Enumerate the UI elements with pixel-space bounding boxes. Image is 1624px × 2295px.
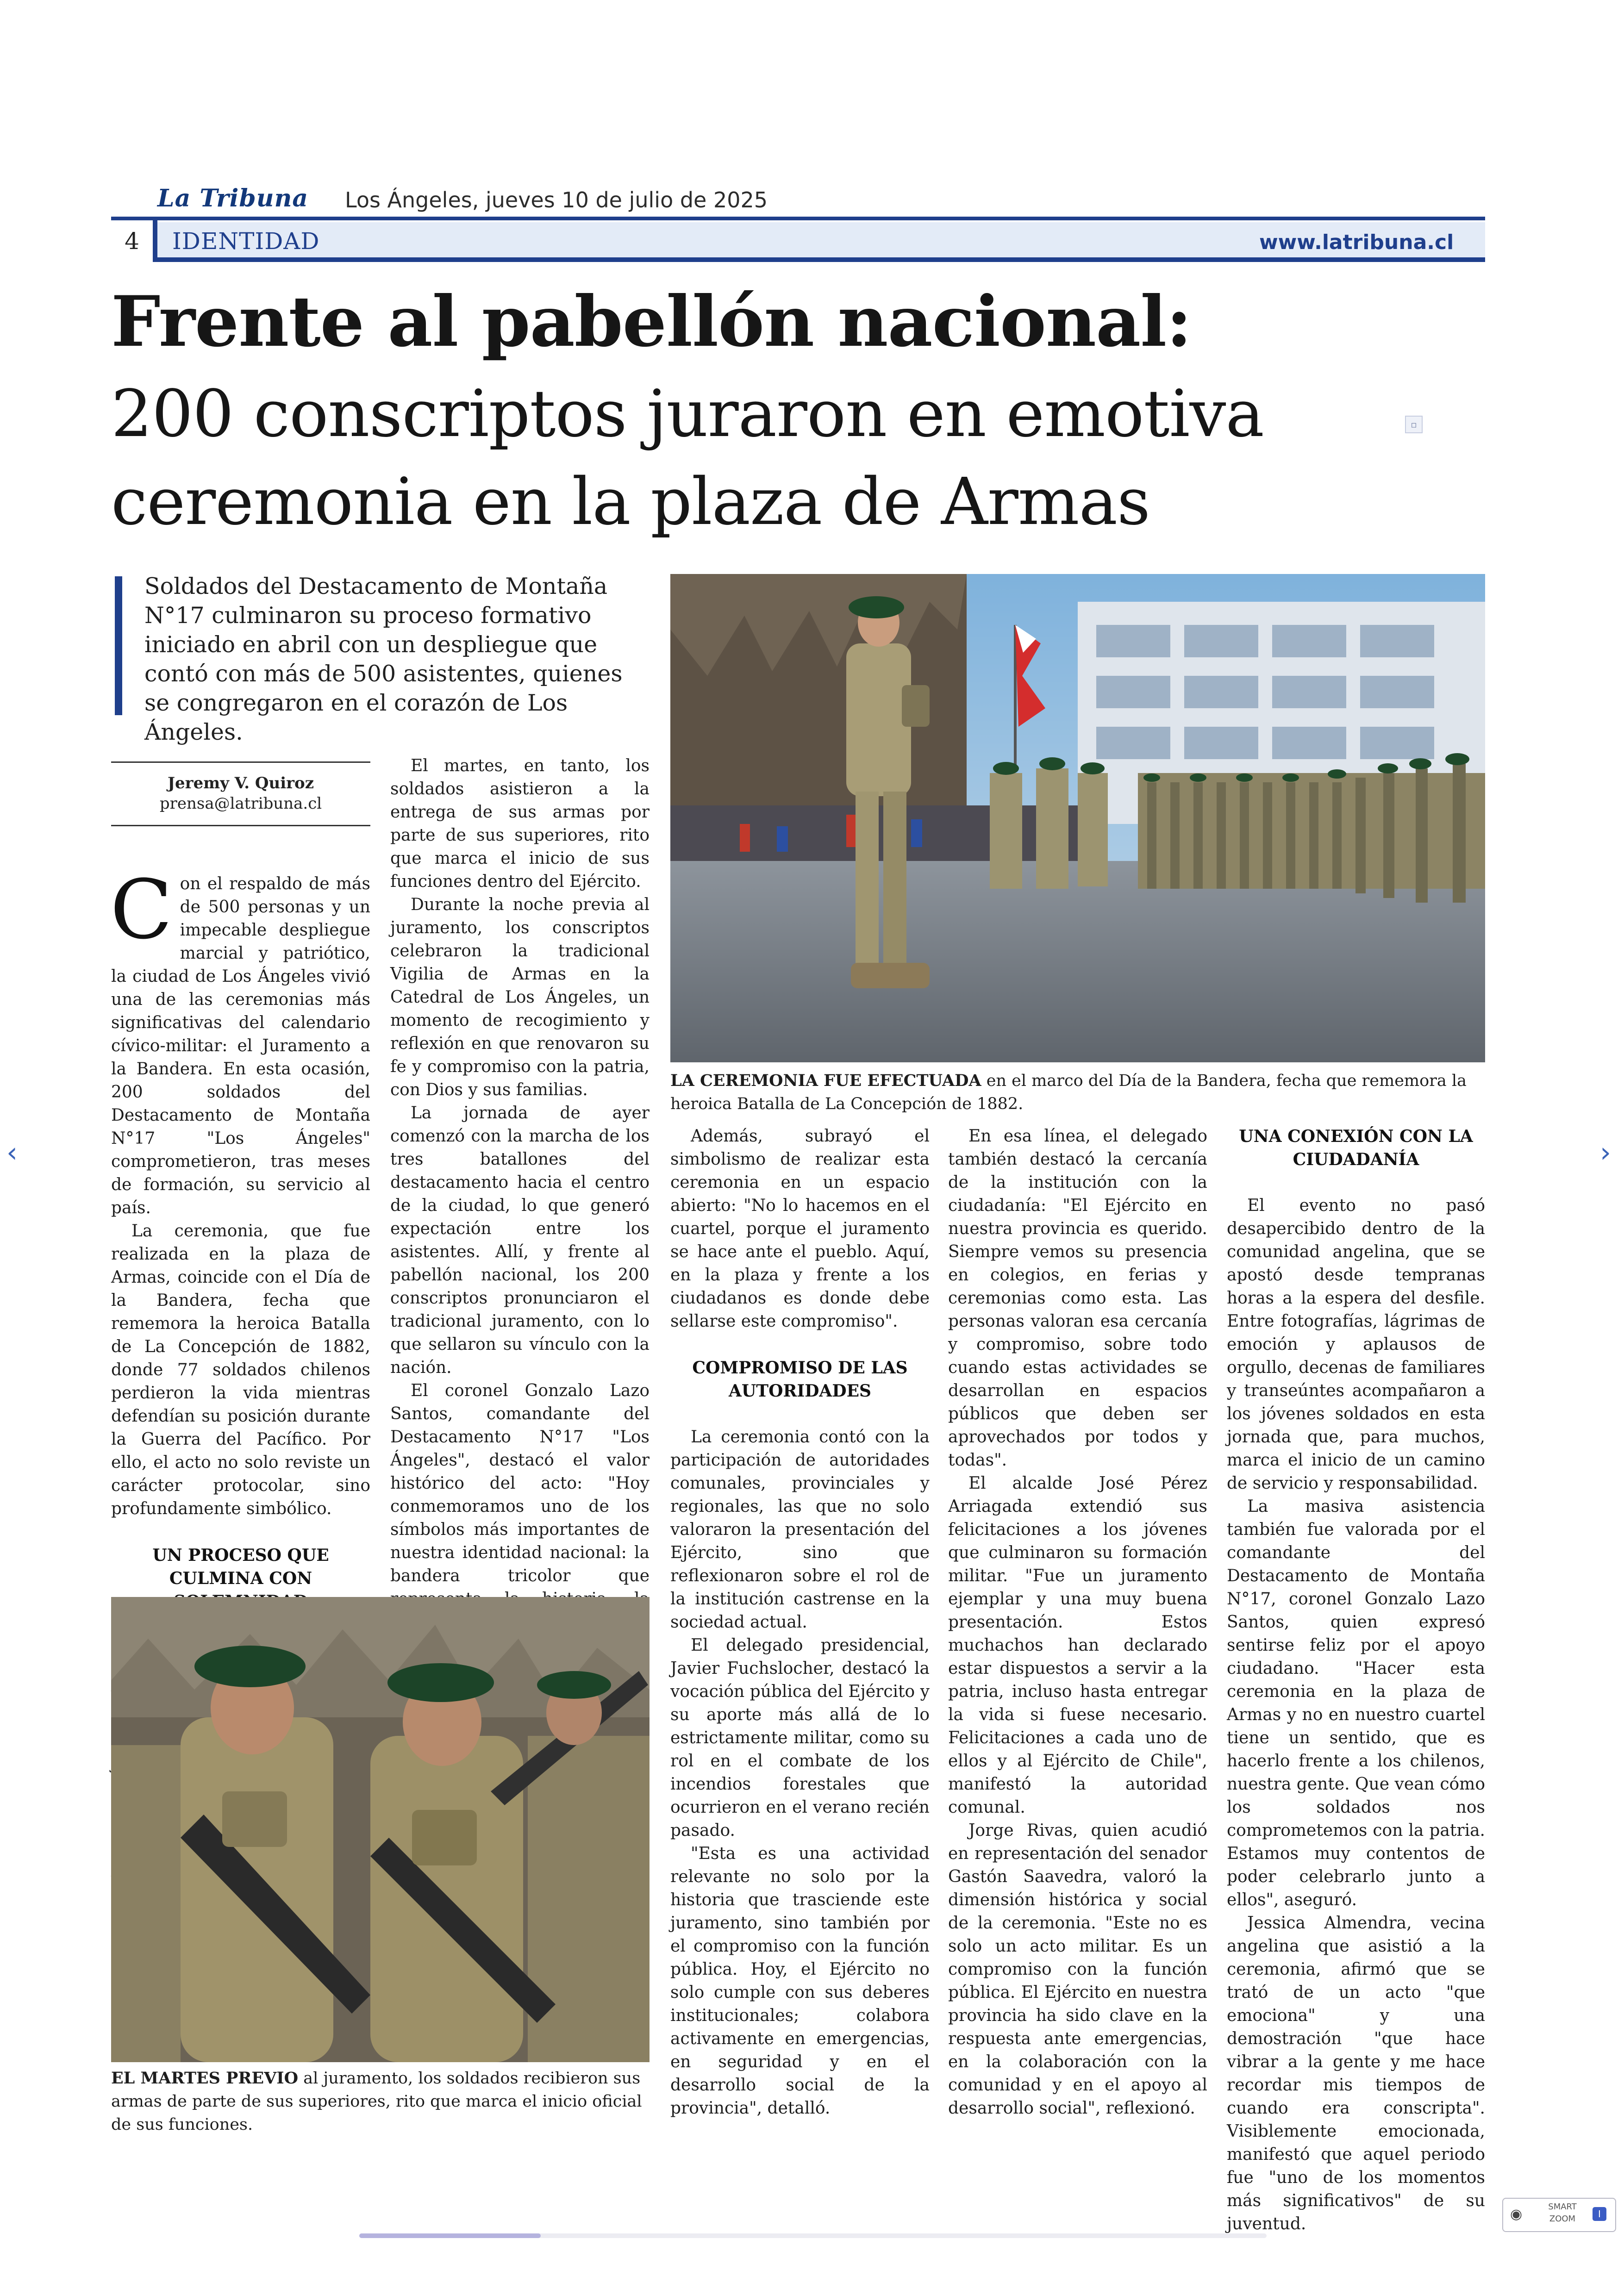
- body-paragraph-13: El alcalde José Pérez Arriagada extendió sus felicitaciones a los jóvenes que culminaron su formación militar. "Fue un juramento ejemplar y una muy buena presentación. Estos muchachos han declarado estar dispuestos a servir a la patria, incluso hasta entregar la vida si fuese necesario. Felicitaciones a cada uno de ellos y al Ejército de Chile", manifestó la autoridad comunal.: [948, 1474, 1207, 1817]
- subheading-proceso: UN PROCESO QUE CULMINA CON: [152, 1546, 329, 1588]
- body-paragraph-15: El evento no pasó desapercibido dentro de la comunidad angelina, que se apostó desde tempranas horas a la espera del desfile. Entre fotografías, lágrimas de emoción y aplausos de orgullo, decenas de familiares y transeúntes acompañaron a los jóvenes soldados en esta jornada que, para muchos, marca el inicio de un camino de servicio y responsabilidad.: [1227, 1196, 1485, 1493]
- article-deck: Soldados del Destacamento de Montaña N°17 culminaron su proceso formativo iniciado en abril con un despliegue que contó con más de 500 asistentes, quienes se congregaron en el corazón de Los Ángeles.: [144, 573, 623, 745]
- smart-zoom-toggle[interactable]: I: [1593, 2207, 1606, 2221]
- body-paragraph-7: El coronel Gonzalo Lazo Santos, comandante del Destacamento N°17 "Los Ángeles", destacó el valor histórico del acto: "Hoy conmemoramos uno de los símbolos más importantes de nuestra identidad nacional: la bandera tricolor que: [390, 1381, 650, 1585]
- image-marker-icon: ▫: [1405, 416, 1423, 433]
- chevron-left-icon[interactable]: ‹: [6, 1136, 18, 1169]
- deck-accent-bar: [115, 576, 122, 715]
- subheading-autoridades: COMPROMISO DE LAS AUTORIDADES: [692, 1358, 908, 1401]
- body-paragraph-9: La ceremonia contó con la participación de autoridades comunales, provinciales y regionales, las que no solo valoraron la presentación del Ejército, sino que reflexionaron sobre el rol de la institución castrense en la sociedad actual.: [670, 1428, 930, 1632]
- article-column-3: [670, 1125, 930, 2120]
- byline: [111, 773, 370, 814]
- header-rule: [111, 217, 1485, 220]
- body-paragraph-8: Además, subrayó el simbolismo de realizar esta ceremonia en un espacio abierto: "No lo hacemos en el cuartel, porque el juramento se hace ante el pueblo. Aquí, en la plaza y frente a los ciudadanos es donde debe sellarse este compromiso".: [670, 1127, 930, 1331]
- headline-line-2: 200 conscriptos juraron en emotiva ceremonia en la plaza de Armas: [111, 376, 1264, 540]
- body-paragraph-2: La ceremonia, que fue realizada en la plaza de Armas, coincide con el Día de la Bandera, fecha que rememora la heroica Batalla de La Concepción de 1882, donde 77 soldados chilenos perdieron la vida mientras defendían su posición durante la Guerra del Pacífico. Por ello, el acto no solo reviste un carácter protocolar, sino profundamente simbólico.: [111, 1222, 370, 1518]
- body-paragraph-6: La jornada de ayer comenzó con la marcha de los tres batallones del destacamento hacia el centro de la ciudad, lo que generó expectación entre los asistentes. Allí, y frente al pabellón nacional, los 200 conscriptos pronunciaron el tradicional juramento, con lo que sellaron su vínculo con la nación.: [390, 1104, 650, 1377]
- body-paragraph-5: Durante la noche previa al juramento, los conscriptos celebraron la tradicional Vigilia de Armas en la Catedral de Los Ángeles, un momento de recogimiento y reflexión en que renovaron su fe y compromiso con la patria, con Dios y sus familias.: [390, 895, 650, 1099]
- smart-zoom-label: SMART ZOOM: [1548, 2202, 1577, 2224]
- body-paragraph-14: Jorge Rivas, quien acudió en representación del senador Gastón Saavedra, valoró la dimensión histórica y social de la ceremonia. "Este no es solo un acto militar. Es un compromiso con la función pública. El Ejército en nuestra provincia ha sido clave en la respuesta ante emergencias, en la colaboración con la comunidad y en el apoyo al desarrollo social", reflexionó.: [948, 1821, 1207, 2118]
- section-label: IDENTIDAD: [172, 228, 320, 255]
- chevron-right-icon[interactable]: ›: [1600, 1136, 1611, 1169]
- headline-line-1: Frente al pabellón nacional:: [111, 281, 1192, 362]
- eye-icon: ◉: [1510, 2206, 1523, 2222]
- photo-soldiers-caption: EL MARTES PREVIO al juramento, los soldados recibieron sus armas de parte de sus superiores, rito que marca el inicio oficial de sus funciones.: [111, 2069, 642, 2134]
- byline-rule-bottom: [111, 825, 370, 826]
- body-paragraph-10: El delegado presidencial, Javier Fuchslocher, destacó la vocación pública del Ejército y su aporte más allá de lo estrictamente militar, como su rol en el combate de los incendios forestales que ocurrieron en el verano recién pasado.: [670, 1636, 930, 1840]
- byline-author: Jeremy V. Quiroz: [167, 774, 314, 792]
- byline-rule-top: [111, 761, 370, 763]
- photo-ceremony: [670, 574, 1485, 1062]
- byline-email: prensa@latribuna.cl: [159, 794, 322, 813]
- body-paragraph-11: "Esta es una actividad relevante no solo por la historia que trasciende este juramento, sino también por el compromiso con la función pública. Hoy, el Ejército no solo cumple con sus deberes institucionales; colabora activamente en emergencias, en seguridad y en el desarrollo social de la provincia", detalló.: [670, 1844, 930, 2118]
- body-paragraph-4: El martes, en tanto, los soldados asistieron a la entrega de sus armas por parte de sus superiores, rito que marca el inicio de sus funciones dentro del Ejército.: [390, 756, 650, 891]
- dateline: Los Ángeles, jueves 10 de julio de 2025: [345, 187, 768, 212]
- photo-soldiers-rifles: [111, 1597, 650, 2062]
- article-column-4: [948, 1125, 1207, 2120]
- masthead-logo: La Tribuna: [157, 184, 309, 212]
- site-url: www.latribuna.cl: [1259, 231, 1454, 254]
- photo-ceremony-caption: LA CEREMONIA FUE EFECTUADA en el marco del Día de la Bandera, fecha que rememora la heroica Batalla de La Concepción de 1882.: [670, 1071, 1467, 1113]
- body-paragraph-12: En esa línea, el delegado también destacó la cercanía de la institución con la ciudadanía: "El Ejército en nuestra provincia es querido. Siempre vemos su presencia en colegios, en ferias y ceremonias como esta. Las personas valoran esa cercanía y compromiso, sobre todo cuando estas actividades se desarrollan en espacios públicos que deben ser aprovechados por todos y todas".: [948, 1127, 1207, 1470]
- page-scroll-thumb[interactable]: [359, 2233, 541, 2238]
- subheading-conexion: UNA CONEXIÓN CON LA CIUDADANÍA: [1239, 1127, 1473, 1169]
- body-paragraph-17: Jessica Almendra, vecina angelina que asistió a la ceremonia, afirmó que se trató de un acto "que emociona" y una demostración "que hace vibrar a la gente y me hace recordar mis tiempos de cuando era conscripta". Visiblemente emocionada, manifestó que aquel periodo fue "uno de los momentos más significativos" de su juventud.: [1227, 1914, 1485, 2233]
- article-column-5: [1227, 1125, 1485, 2236]
- body-paragraph-1: Con el respaldo de más de 500 personas y un impecable despliegue marcial y patriótico, la ciudad de Los Ángeles vivió una de las ceremonias más significativas del calendario cívico-militar: el Juramento a la Bandera. En esta ocasión, 200 soldados del Destacamento de Montaña N°17 "Los Ángeles" comprometieron, tras meses de formación, su servicio al país.: [110, 862, 370, 1217]
- page-number: 4: [111, 220, 157, 262]
- drop-cap: C: [110, 862, 173, 957]
- body-paragraph-16: La masiva asistencia también fue valorada por el comandante del Destacamento de Montaña N°17, coronel Gonzalo Lazo Santos, quien expresó sentirse feliz por el apoyo ciudadano. "Hacer esta ceremonia en la plaza de Armas y no en nuestro cuartel tiene un sentido, que es hacerlo frente a los chilenos, nuestra gente. Que vean cómo los soldados nos comprometemos con la patria. Estamos muy contentos de poder celebrarlo junto a ellos", aseguró.: [1227, 1497, 1485, 1909]
